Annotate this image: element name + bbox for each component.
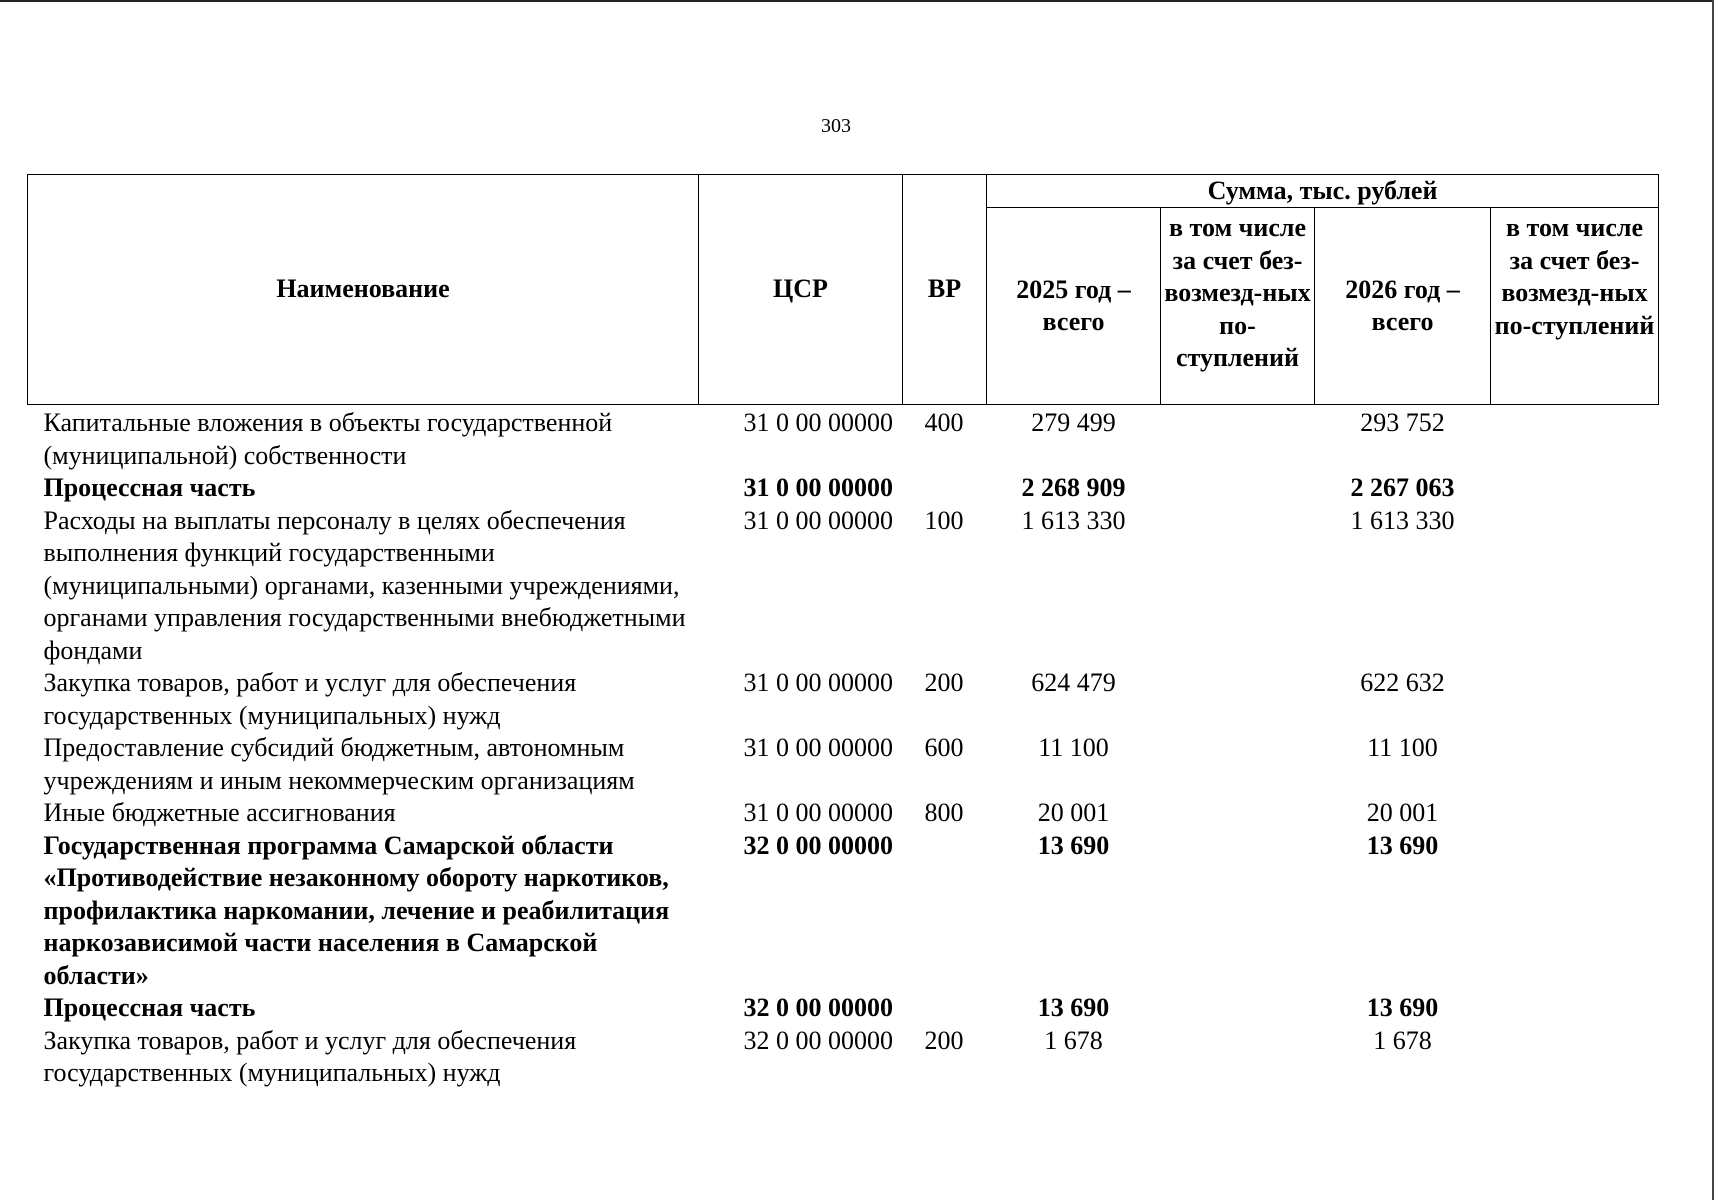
row-name: Государственная программа Самарской области «Противодействие незаконному обороту наркотиков, профилактика наркомании, лечение и реабилитация наркозависимой части населения в Самарской области» — [43, 830, 670, 990]
row-csr: 32 0 00 00000 — [743, 1025, 893, 1055]
row-2026-total: 2 267 063 — [1350, 473, 1455, 502]
header-2025-total: 2025 год – всего — [987, 208, 1161, 405]
table-row — [28, 830, 1659, 993]
row-2025-grants — [1161, 667, 1315, 732]
row-2026-grants — [1491, 830, 1659, 993]
row-2025-total: 279 499 — [1031, 408, 1116, 437]
row-2026-total: 1 678 — [1373, 1025, 1432, 1055]
header-sum-group: Сумма, тыс. рублей — [987, 175, 1659, 208]
row-2026-total: 13 690 — [1366, 993, 1439, 1022]
row-2025-grants — [1161, 1025, 1315, 1090]
row-2026-total: 622 632 — [1360, 668, 1445, 697]
header-2026-total: 2026 год – всего — [1315, 208, 1491, 405]
row-name: Капитальные вложения в объекты государственной (муниципальной) собственности — [43, 408, 613, 470]
row-name: Предоставление субсидий бюджетным, автономным учреждениям и иным некоммерческим организациям — [43, 733, 635, 795]
row-2025-total: 20 001 — [1037, 798, 1110, 827]
row-2026-total: 293 752 — [1360, 408, 1445, 437]
header-2026-grants: в том числе за счет без-возмезд-ных по-ступлений — [1491, 208, 1659, 405]
row-csr: 31 0 00 00000 — [743, 668, 893, 697]
row-csr: 31 0 00 00000 — [743, 733, 893, 762]
budget-table — [27, 174, 1659, 1090]
table-row — [28, 992, 1659, 1025]
row-2025-total: 13 690 — [1037, 993, 1110, 1022]
row-2025-total: 1 613 330 — [1021, 505, 1126, 535]
row-csr: 32 0 00 00000 — [743, 993, 893, 1022]
table-row — [28, 732, 1659, 797]
row-2026-total: 1 613 330 — [1350, 505, 1455, 535]
row-2026-grants — [1491, 797, 1659, 830]
row-name: Закупка товаров, работ и услуг для обеспечения государственных (муниципальных) нужд — [43, 1025, 577, 1087]
row-2026-total: 11 100 — [1367, 733, 1438, 762]
row-csr: 31 0 00 00000 — [743, 798, 893, 827]
header-vr: ВР — [903, 175, 987, 405]
header-name: Наименование — [28, 175, 699, 405]
page-number: 303 — [821, 115, 851, 137]
table-row — [28, 405, 1659, 473]
header-2025-grants: в том числе за счет без-возмезд-ных по-ступлений — [1161, 208, 1315, 405]
table-row — [28, 1025, 1659, 1090]
row-name: Иные бюджетные ассигнования — [43, 798, 396, 827]
row-2026-grants — [1491, 992, 1659, 1025]
row-2025-grants — [1161, 472, 1315, 505]
row-vr — [903, 472, 987, 505]
row-2025-grants — [1161, 797, 1315, 830]
row-vr: 200 — [924, 1025, 964, 1055]
row-name: Закупка товаров, работ и услуг для обеспечения государственных (муниципальных) нужд — [43, 668, 577, 730]
row-2025-grants — [1161, 732, 1315, 797]
row-2025-grants — [1161, 505, 1315, 668]
table-header — [28, 175, 1659, 405]
row-vr — [903, 992, 987, 1025]
table-row — [28, 667, 1659, 732]
row-2025-total: 13 690 — [1037, 830, 1110, 860]
row-vr: 800 — [924, 798, 964, 827]
row-2026-total: 20 001 — [1366, 798, 1439, 827]
row-vr: 200 — [924, 668, 964, 697]
row-name: Расходы на выплаты персоналу в целях обеспечения выполнения функций государственными (муниципальными) органами, казенными учреждениями, органами управления государственными внебюджетными фондами — [43, 505, 686, 665]
row-vr: 400 — [924, 408, 964, 437]
row-2025-total: 624 479 — [1031, 668, 1116, 697]
row-2026-grants — [1491, 1025, 1659, 1090]
header-csr: ЦСР — [699, 175, 903, 405]
row-2025-grants — [1161, 992, 1315, 1025]
table-row — [28, 505, 1659, 668]
table-row — [28, 472, 1659, 505]
row-2025-total: 2 268 909 — [1021, 473, 1126, 502]
row-vr: 600 — [924, 733, 964, 762]
table-row — [28, 797, 1659, 830]
row-csr: 32 0 00 00000 — [743, 830, 893, 860]
row-vr — [903, 830, 987, 993]
row-2025-total: 11 100 — [1038, 733, 1109, 762]
row-2026-grants — [1491, 667, 1659, 732]
row-name: Процессная часть — [43, 993, 256, 1022]
row-2026-grants — [1491, 405, 1659, 473]
row-2026-grants — [1491, 732, 1659, 797]
row-csr: 31 0 00 00000 — [743, 505, 893, 535]
row-2026-grants — [1491, 505, 1659, 668]
row-csr: 31 0 00 00000 — [743, 408, 893, 437]
row-csr: 31 0 00 00000 — [743, 473, 893, 502]
row-2025-total: 1 678 — [1044, 1025, 1103, 1055]
row-2026-total: 13 690 — [1366, 830, 1439, 860]
row-2026-grants — [1491, 472, 1659, 505]
row-vr: 100 — [924, 505, 964, 535]
row-2025-grants — [1161, 830, 1315, 993]
page-top-edge — [0, 0, 1714, 2]
row-name: Процессная часть — [43, 473, 256, 502]
row-2025-grants — [1161, 405, 1315, 473]
table-body — [28, 405, 1659, 1090]
